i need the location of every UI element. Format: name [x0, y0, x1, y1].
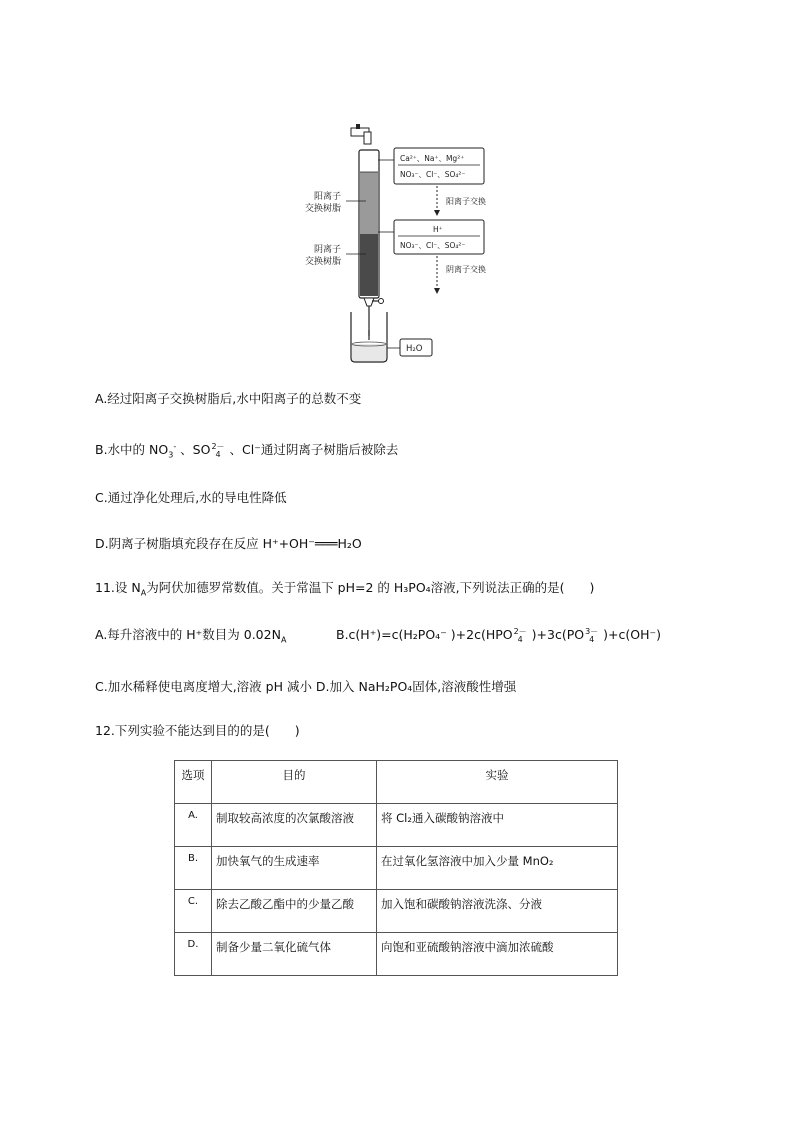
row-goal: 制备少量二氧化硫气体 [212, 933, 377, 976]
row-goal: 制取较高浓度的次氯酸溶液 [212, 804, 377, 847]
q10-option-b [95, 438, 398, 465]
table-row [175, 933, 618, 976]
arrow2-label: 阴离子交换 [446, 265, 486, 274]
row-option: A. [175, 804, 212, 847]
q11-stem-sub: A [140, 588, 147, 598]
table-row [175, 847, 618, 890]
q10-option-d: D.阴离子树脂填充段存在反应 H⁺+OH⁻═══H₂O [95, 536, 362, 551]
cation-resin-label: 交换树脂 [305, 204, 342, 214]
row-goal: 除去乙酸乙酯中的少量乙酸 [212, 890, 377, 933]
header-goal: 目的 [212, 761, 377, 804]
frac-top: 2－ [513, 626, 527, 636]
q10-option-a: A.经过阳离子交换树脂后,水中阳离子的总数不变 [95, 391, 362, 406]
header-option: 选项 [175, 761, 212, 804]
q11-option-a [95, 626, 286, 650]
q11-b-text: )+3c(PO [527, 627, 585, 642]
mid-box-cations: H⁺ [433, 225, 443, 234]
q11-b-text: B.c(H⁺)=c(H₂PO₄⁻ )+2c(HPO [336, 627, 513, 642]
anion-resin-label: 交换树脂 [305, 257, 342, 267]
q11-a-text: A.每升溶液中的 H⁺数目为 0.02N [95, 627, 281, 642]
table-header-row [175, 761, 618, 804]
q10-option-c: C.通过净化处理后,水的导电性降低 [95, 490, 287, 505]
q11-b-fraction [514, 628, 527, 644]
q11-stem [95, 579, 594, 603]
q11-stem-text: 11.设 N [95, 580, 141, 595]
q11-a-sub: A [280, 635, 287, 645]
arrow1-label: 阳离子交换 [446, 197, 486, 206]
anion-resin-label: 阴离子 [314, 245, 342, 255]
q10-b-text: B.水中的 NO [95, 442, 169, 458]
cation-resin [360, 172, 378, 234]
q12-table [174, 760, 618, 976]
frac-top: 2－ [211, 441, 225, 451]
q10-b-text: 、Cl⁻通过阴离子树脂后被除去 [225, 442, 399, 458]
row-experiment: 加入饱和碳酸钠溶液洗涤、分液 [377, 890, 618, 933]
row-goal: 加快氧气的生成速率 [212, 847, 377, 890]
header-experiment: 实验 [377, 761, 618, 804]
row-option: D. [175, 933, 212, 976]
q12-stem: 12.下列实验不能达到目的的是( ) [95, 723, 300, 738]
top-box-anions: NO₃⁻、Cl⁻、SO₄²⁻ [400, 170, 466, 179]
q11-stem-text: 为阿伏加德罗常数值。关于常温下 pH=2 的 H₃PO₄溶液,下列说法正确的是( ) [146, 580, 595, 595]
row-experiment: 向饱和亚硫酸钠溶液中滴加浓硫酸 [377, 933, 618, 976]
ion-exchange-diagram [0, 0, 794, 380]
row-experiment: 在过氧化氢溶液中加入少量 MnO₂ [377, 847, 618, 890]
table-row [175, 890, 618, 933]
frac-bottom: 4 [215, 449, 221, 459]
faucet-icon [351, 124, 371, 144]
row-option: B. [175, 847, 212, 890]
q11-option-b [336, 626, 661, 644]
table-row [175, 804, 618, 847]
q10-b-sup: - [173, 442, 177, 451]
anion-resin [360, 234, 378, 296]
q10-b-sub: 3 [168, 450, 174, 460]
q11-option-cd: C.加水稀释使电离度增大,溶液 pH 减小 D.加入 NaH₂PO₄固体,溶液酸性增强 [95, 679, 517, 694]
q11-b-text: )+c(OH⁻) [599, 627, 661, 642]
q11-b-fraction [585, 628, 598, 644]
beaker-label: H₂O [406, 344, 423, 354]
q10-b-fraction [211, 443, 224, 459]
mid-box-anions: NO₃⁻、Cl⁻、SO₄²⁻ [400, 241, 466, 250]
frac-bottom: 4 [517, 634, 523, 644]
q10-b-text: 、SO [176, 442, 211, 458]
top-box-cations: Ca²⁺、Na⁺、Mg²⁺ [400, 154, 465, 163]
frac-top: 3－ [585, 626, 599, 636]
cation-resin-label: 阳离子 [314, 192, 342, 202]
row-option: C. [175, 890, 212, 933]
frac-bottom: 4 [589, 634, 595, 644]
row-experiment: 将 Cl₂通入碳酸钠溶液中 [377, 804, 618, 847]
